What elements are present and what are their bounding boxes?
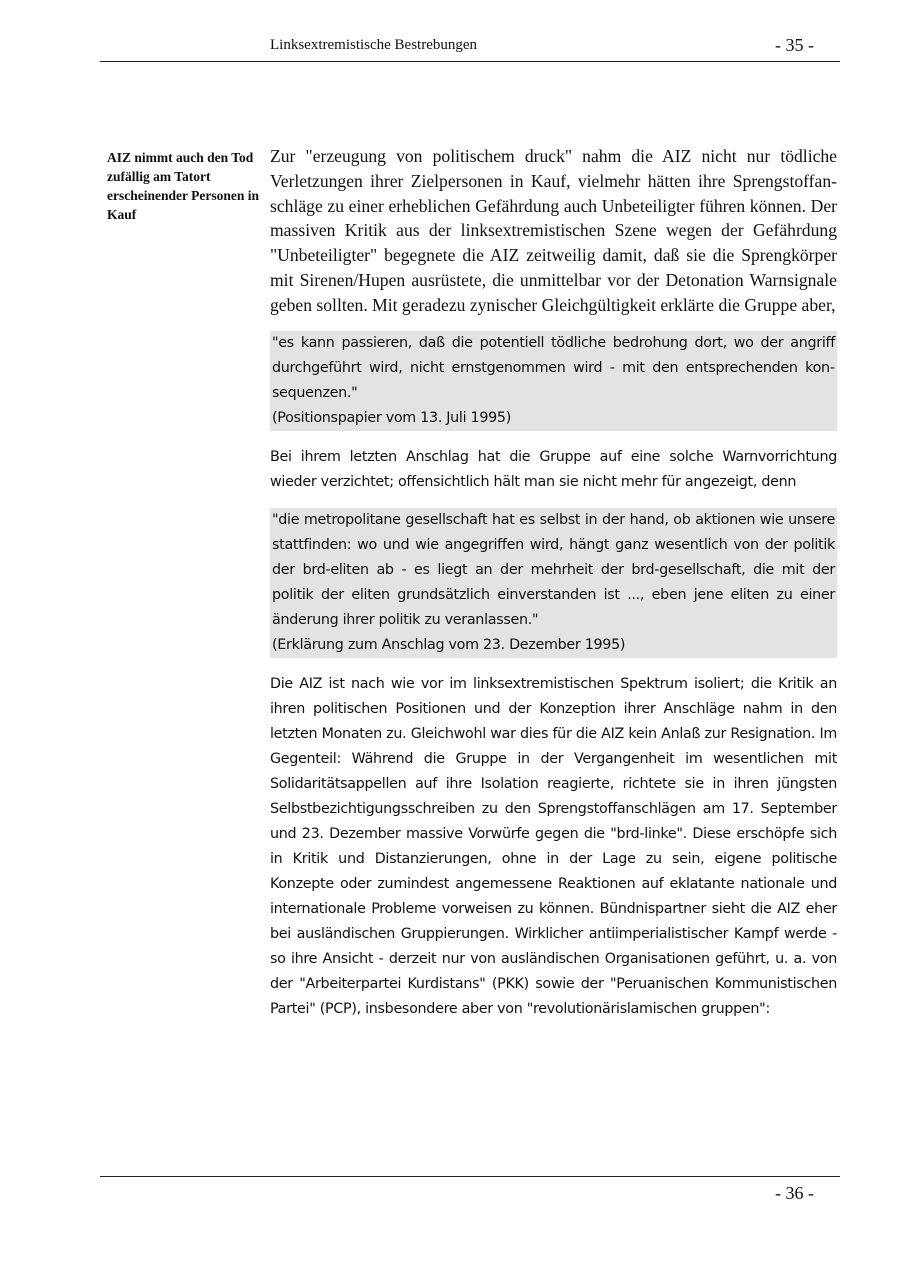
main-text-column — [270, 144, 837, 1022]
footer-page-number: - 36 - — [775, 1183, 814, 1203]
paragraph-warning-device: Bei ihrem letzten Anschlag hat die Gruppe auf eine solche Warnvorrichtung wieder verzichtet; offensichtlich hält man sie nicht mehr für angezeigt, denn — [270, 448, 837, 490]
running-header-title: Linksextremistische Bestrebungen — [270, 37, 478, 53]
paragraph-isolation: Die AIZ ist nach wie vor im linksextremistischen Spektrum isoliert; die Kritik an ihren politischen Positionen und der Konzeption ihrer Anschläge nahm in den letzten Monaten zu. Gleichwohl war dies für die AIZ kein Anlaß zur Resignation. Im Gegenteil: Während die Gruppe in der Vergangenheit im wesentlichen mit Solidaritätsappellen auf ihre Isolation reagierte, richtete sie in ihren jüngsten Selbstbezichtigungsschreiben zu den Sprengstoffanschlägen am 17. September und 23. Dezember massive Vorwürfe gegen die "brd-linke". Diese erschöpfe sich in Kritik und Distanzierungen, ohne in der Lage zu sein, eigene politische Konzepte oder zumindest angemessene Reaktionen auf eklatante nationale und internationale Probleme vorweisen zu können. Bündnispartner sieht die AIZ eher bei ausländischen Gruppierungen. Wirklicher antiimperialistischer Kampf werde - so ihre Ansicht - derzeit nur von ausländischen Organisationen geführt, u. a. von der "Arbeiterpartei Kurdistans" (PKK) sowie der "Peruanischen Kommunistischen Partei" (PCP), insbesondere aber von "revolutionärislamischen gruppen": — [270, 675, 837, 1017]
quote-source: (Positionspapier vom 13. Juli 1995) — [272, 409, 511, 426]
quote-block-2 — [270, 508, 837, 658]
margin-note: AIZ nimmt auch den Tod zufällig am Tatort erscheinender Personen in Kauf — [107, 150, 259, 222]
quote-text: "die metropolitane gesellschaft hat es selbst in der hand, ob aktionen wie unsere stattfinden: wo und wie angegriffen wird, hängt ganz wesentlich von der politik der brd-eliten ab - es liegt an der mehrheit der brd-gesellschaft, die mit der politik der eliten grundsätzlich einverstanden ist ..., eben jene eliten zu einer änderung ihrer politik zu veranlassen." — [272, 511, 835, 628]
page-footer — [100, 1176, 840, 1203]
paragraph-intro: Zur "erzeugung von politischem druck" nahm die AIZ nicht nur tödliche Verletzungen ihrer Zielpersonen in Kauf, vielmehr hätten ihre Sprengstoffanschläge zu einer erheblichen Gefährdung auch Unbeteiligter führen können. Der massiven Kritik aus der linksextremistischen Szene wegen der Gefährdung "Unbeteiligter" begegnete die AIZ zeitweilig damit, daß sie die Sprengkörper mit Sirenen/Hupen ausrüstete, die unmittelbar vor der Detonation Warnsignale geben sollten. Mit geradezu zynischer Gleichgültigkeit erklärte die Gruppe aber, — [270, 146, 837, 315]
quote-source: (Erklärung zum Anschlag vom 23. Dezember 1995) — [272, 636, 626, 653]
quote-block-1 — [270, 331, 837, 431]
page-header — [100, 30, 840, 62]
header-page-number: - 35 - — [775, 35, 814, 55]
quote-text: "es kann passieren, daß die potentiell tödliche bedrohung dort, wo der angriff durchgeführt wird, nicht ernstgenommen wird - mit den entsprechenden konsequenzen." — [272, 334, 835, 401]
